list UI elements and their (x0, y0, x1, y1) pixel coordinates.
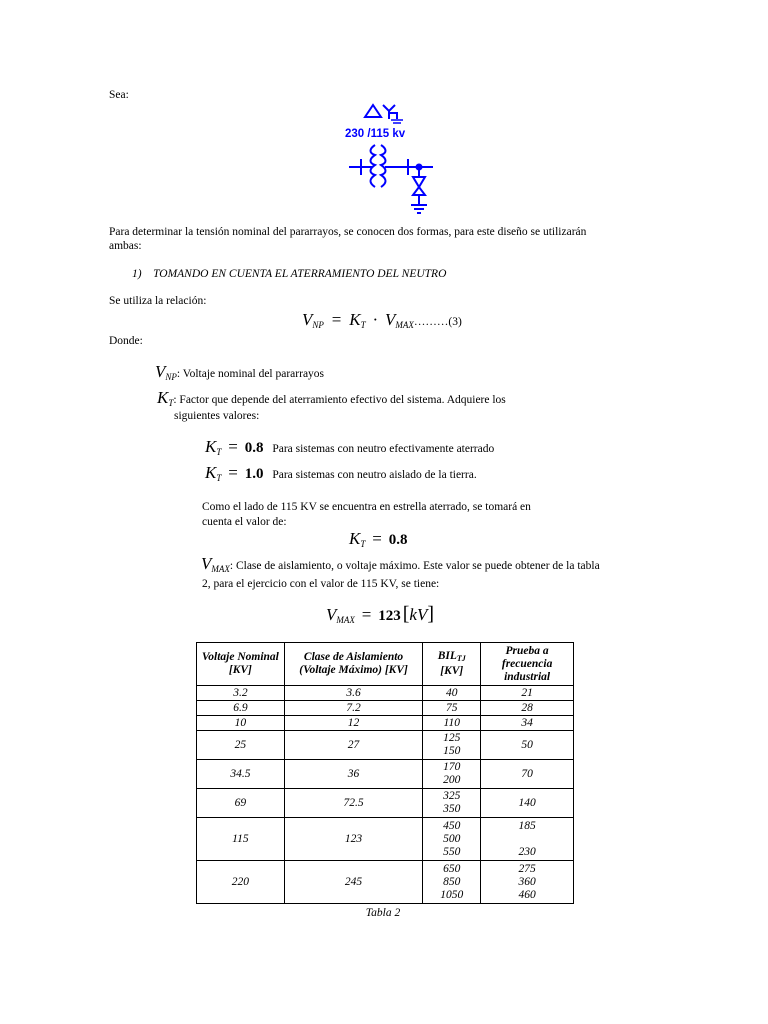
kt-definition: $K_T$: Factor que depende del aterramiento efectivo del sistema. Adquiere los (157, 388, 506, 408)
bil-value: 150 (443, 745, 461, 757)
prueba-value: 21 (521, 686, 533, 699)
diagram-voltage-label: 230 /115 kv (345, 128, 406, 140)
header-clase-aislamiento: Clase de Aislamiento (Voltaje Máximo) [KV] (284, 643, 423, 686)
bil-value: 170 (443, 761, 461, 773)
section-heading: 1) TOMANDO EN CUENTA EL ATERRAMIENTO DEL NEUTRO (132, 268, 447, 280)
cell-prueba (481, 701, 574, 716)
delta-symbol (365, 105, 381, 117)
kt-08-row: $K_T = 0.8$ Para sistemas con neutro efectivamente aterrado (205, 437, 495, 457)
bil-value: 1050 (440, 888, 464, 901)
vmax-definition-line2: 2, para el ejercicio con el valor de 115 KV, se tiene: (202, 578, 440, 590)
cell-bil (423, 686, 481, 701)
table-row (197, 701, 574, 716)
bil-value: 125 (443, 732, 461, 744)
sea-label: Sea: (109, 89, 129, 101)
header-bil: BILTJ [KV] (423, 643, 481, 686)
table-row (197, 731, 574, 760)
como-line2: cuenta el valor de: (202, 516, 287, 528)
kt-10-row: $K_T = 1.0$ Para sistemas con neutro aislado de la tierra. (205, 463, 477, 483)
cell-voltaje-nominal: 220 (197, 861, 285, 904)
header-voltaje-nominal: Voltaje Nominal [KV] (197, 643, 285, 686)
transformer-diagram (333, 101, 443, 220)
intro-paragraph (109, 225, 669, 253)
kt-chosen: $K_T = 0.8$ (349, 529, 408, 549)
cell-bil (423, 861, 481, 904)
equation-ref: ………(3) (413, 316, 462, 328)
ground-symbol-bottom (411, 205, 427, 213)
ground-symbol-top (391, 120, 403, 123)
bil-value: 40 (446, 686, 458, 699)
table-row (197, 686, 574, 701)
prueba-value: 230 (518, 845, 536, 858)
cell-bil (423, 716, 481, 731)
donde-label: Donde: (109, 335, 143, 347)
header-prueba: Prueba a frecuencia industrial (481, 643, 574, 686)
table-row (197, 716, 574, 731)
se-utiliza-label: Se utiliza la relación: (109, 295, 207, 307)
cell-prueba (481, 716, 574, 731)
cell-voltaje-nominal: 115 (197, 818, 285, 861)
kt-definition-line2: siguientes valores: (174, 410, 260, 422)
prueba-value: 34 (521, 716, 533, 729)
cell-clase-aislamiento: 12 (284, 716, 423, 731)
cell-voltaje-nominal: 10 (197, 716, 285, 731)
table-caption: Tabla 2 (365, 907, 401, 919)
cell-prueba (481, 818, 574, 861)
secondary-coil (381, 145, 386, 187)
prueba-value: 185 (518, 819, 536, 832)
prueba-value: 460 (518, 888, 536, 901)
cell-voltaje-nominal: 3.2 (197, 686, 285, 701)
bil-value: 550 (443, 845, 461, 858)
bil-value: 75 (446, 701, 458, 714)
cell-bil (423, 731, 481, 760)
transformer-diagram-svg (333, 101, 443, 220)
cell-prueba (481, 861, 574, 904)
prueba-value: 275 (518, 862, 536, 875)
bil-value: 350 (443, 803, 461, 815)
bil-value: 110 (443, 716, 460, 729)
bil-value: 200 (443, 774, 461, 786)
bil-value: 850 (443, 875, 461, 888)
cell-clase-aislamiento: 245 (284, 861, 423, 904)
prueba-value: 360 (518, 875, 536, 888)
table-row (197, 789, 574, 818)
cell-bil (423, 760, 481, 789)
equation-3: $V_{NP} = K_T$ · $V_{MAX}\dots\dots\dots(3)$ (302, 310, 462, 330)
como-line1: Como el lado de 115 KV se encuentra en estrella aterrado, se tomará en (202, 501, 531, 513)
cell-voltaje-nominal: 25 (197, 731, 285, 760)
cell-bil (423, 818, 481, 861)
prueba-value: 70 (521, 767, 533, 780)
intro-paragraph-line1: Para determinar la tensión nominal del pararrayos, se conocen dos formas, para este diseño se utilizarán (109, 226, 587, 238)
cell-voltaje-nominal: 34.5 (197, 760, 285, 789)
cell-prueba (481, 760, 574, 789)
cell-bil (423, 789, 481, 818)
table-row (197, 818, 574, 861)
cell-clase-aislamiento: 36 (284, 760, 423, 789)
cell-prueba (481, 686, 574, 701)
table-row (197, 760, 574, 789)
table-body (197, 686, 574, 904)
vnp-definition: $V_{NP}$: Voltaje nominal del pararrayos (155, 362, 325, 382)
intro-paragraph-line2: ambas: (109, 240, 142, 252)
cell-bil (423, 701, 481, 716)
cell-clase-aislamiento: 3.6 (284, 686, 423, 701)
prueba-value (481, 833, 573, 846)
cell-clase-aislamiento: 123 (284, 818, 423, 861)
bil-value: 325 (443, 790, 461, 802)
cell-clase-aislamiento: 7.2 (284, 701, 423, 716)
table-2 (196, 642, 574, 904)
cell-prueba (481, 731, 574, 760)
table-2-container (196, 642, 574, 920)
cell-clase-aislamiento: 27 (284, 731, 423, 760)
cell-voltaje-nominal: 6.9 (197, 701, 285, 716)
wye-ground-symbol (383, 105, 397, 119)
vmax-definition: $V_{MAX}$: Clase de aislamiento, o voltaje máximo. Este valor se puede obtener de la tabla (201, 554, 600, 574)
bil-value: 650 (443, 862, 461, 875)
vmax-value-eq: $V_{MAX} = 123$ [kV] (326, 603, 435, 625)
cell-clase-aislamiento: 72.5 (284, 789, 423, 818)
cell-voltaje-nominal: 69 (197, 789, 285, 818)
cell-prueba (481, 789, 574, 818)
bil-value: 450 (443, 819, 461, 832)
table-row (197, 861, 574, 904)
prueba-value: 28 (521, 701, 533, 714)
prueba-value: 140 (518, 796, 536, 809)
prueba-value: 50 (521, 738, 533, 751)
bil-value: 500 (443, 832, 461, 845)
